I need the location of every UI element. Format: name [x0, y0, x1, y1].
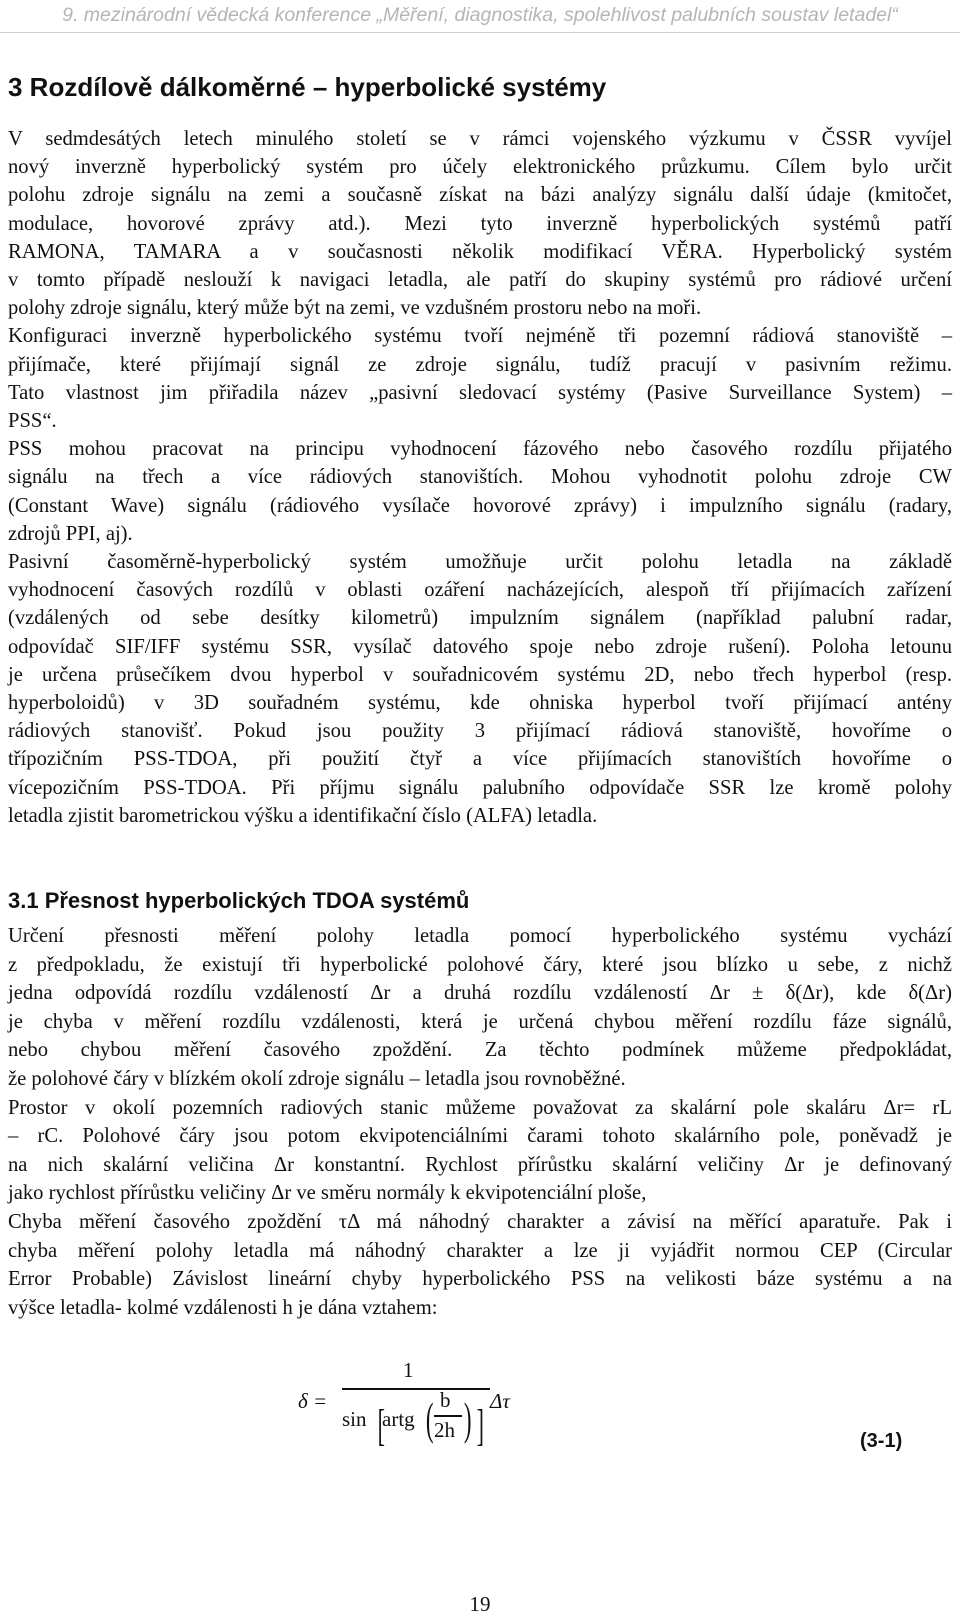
text-line: Error Probable) Závislost lineární chyby hyperbolického PSS na velikosti báze systému a na — [8, 1268, 952, 1291]
text-line: (vzdálených od sebe desítky kilometrů) impulzním signálem (například palubní radar, — [8, 607, 952, 630]
text-line: chyba měření polohy letadla má náhodný charakter a lze ji vyjádřit normou CEP (Circular — [8, 1239, 952, 1262]
eq-inner-fraction-line — [434, 1415, 462, 1417]
text-line: Určení přesnosti měření polohy letadla pomocí hyperbolického systému vychází — [8, 925, 952, 947]
section-heading: 3 Rozdílově dálkoměrné – hyperbolické systémy — [8, 72, 607, 102]
text-line: Prostor v okolí pozemních radiových stanic můžeme považovat za skalární pole skaláru Δr= rL — [8, 1096, 952, 1119]
eq-2h: 2h — [434, 1418, 455, 1442]
text-line: – rC. Polohové čáry jsou potom ekvipotenciálními čarami tohoto skalárního pole, poněvadž je — [8, 1125, 952, 1148]
text-line: PSS mohou pracovat na principu vyhodnocení fázového nebo časového rozdílu přijatého — [8, 438, 952, 461]
text-line: signálu na třech a více rádiových stanovištích. Mohou vyhodnotit polohu zdroje CW — [8, 466, 952, 489]
text-line: je chyba v měření rozdílu vzdálenosti, která je určená chybou měření rozdílu fáze signálů, — [8, 1010, 952, 1033]
page-number: 19 — [469, 1592, 491, 1616]
text-line: rádiových stanovišť. Pokud jsou použity 3 přijímací rádiová stanoviště, hovoříme o — [8, 720, 952, 743]
eq-b: b — [440, 1388, 451, 1412]
text-line: modulace, hovorové zprávy atd.). Mezi tyto inverzně hyperbolických systémů patří — [8, 212, 952, 235]
text-line: V sedmdesátých letech minulého století se v rámci vojenského výzkumu v ČSSR vyvíjel — [8, 128, 952, 150]
subsection-heading: 3.1 Přesnost hyperbolických TDOA systémů — [8, 888, 470, 913]
text-line: přijímače, které přijímají signál ze zdroje signálu, tudíž pracují v pasivním režimu. — [8, 353, 952, 376]
text-line: že polohové čáry v blízkém okolí zdroje signálu – letadla jsou rovnoběžné. — [8, 1068, 626, 1090]
text-line: Chyba měření časového zpoždění τΔ má náhodný charakter a závisí na měřící aparatuře. Pak i — [8, 1211, 952, 1233]
text-line: na nich skalární veličina Δr konstantní. Rychlost přírůstku skalární veličiny Δr je definovaný — [8, 1153, 952, 1176]
text-line: třípozičním PSS-TDOA, při použití čtyř a více přijímacích stanovištích hovoříme o — [8, 748, 952, 771]
text-line: nový inverzně hyperbolický systém pro účely elektronického průzkumu. Cílem bylo určit — [8, 156, 952, 179]
text-line: hyperboloidů) v 3D souřadném systému, kde ohniska hyperbol tvoří přijímací antény — [8, 692, 952, 714]
text-line: Tato vlastnost jim přiřadila název „pasivní sledovací systémy (Pasive Surveillance System) – — [8, 381, 952, 404]
text-line: Pasivní časoměrně-hyperbolický systém umožňuje určit polohu letadla na základě — [8, 551, 952, 573]
text-line: odpovídač SIF/IFF systému SSR, vysílač datového spoje nebo zdroje rušení). Poloha letounu — [8, 635, 952, 658]
text-line: (Constant Wave) signálu (rádiového vysílače hovorové zprávy) i impulzního signálu (radary, — [8, 494, 952, 517]
text-line: v tomto případě neslouží k navigaci letadla, ale patří do skupiny systémů pro rádiové určení — [8, 269, 952, 291]
eq-sin: sin — [342, 1407, 367, 1431]
text-line: výšce letadla- kolmé vzdálenosti h je dána vztahem: — [8, 1296, 438, 1319]
eq-delta-tau: Δτ — [490, 1389, 510, 1413]
eq-artg: artg — [382, 1407, 415, 1431]
eq-fraction-line — [342, 1388, 490, 1390]
text-line: polohy zdroje signálu, který může být na zemi, ve vzdušném prostoru nebo na moři. — [8, 297, 702, 320]
text-line: vícepozičním PSS-TDOA. Při příjmu signálu palubního odpovídače SSR lze kromě polohy — [8, 776, 952, 799]
eq-paren-left: ( — [425, 1393, 434, 1444]
text-line: zdrojů PPI, aj). — [8, 522, 133, 545]
text-line: z předpokladu, že existují tři hyperbolické polohové čáry, které jsou blízko u sebe, z nichž — [8, 953, 952, 976]
eq-numerator: 1 — [403, 1358, 414, 1382]
eq-bracket-right: ] — [476, 1401, 484, 1450]
eq-lhs: δ = — [298, 1389, 328, 1413]
text-line: nebo chybou měření časového zpoždění. Za těchto podmínek můžeme předpokládat, — [8, 1039, 952, 1062]
eq-paren-right: ) — [463, 1393, 472, 1444]
text-line: polohu zdroje signálu na zemi a současně získat na bázi analýzy signálu další údaje (kmitočet, — [8, 184, 952, 207]
text-line: jako rychlost přírůstku veličiny Δr ve směru normály k ekvipotenciální ploše, — [8, 1182, 647, 1205]
equation-label: (3-1) — [860, 1430, 903, 1452]
text-line: RAMONA, TAMARA a v současnosti několik modifikací VĚRA. Hyperbolický systém — [8, 240, 952, 263]
text-line: je určena průsečíkem dvou hyperbol v souřadnicovém systému 2D, nebo třech hyperbol (resp. — [8, 663, 952, 686]
text-line: Konfiguraci inverzně hyperbolického systému tvoří nejméně tři pozemní rádiová stanoviště – — [8, 325, 952, 348]
running-header: 9. mezinárodní vědecká konference „Měření, diagnostika, spolehlivost palubních soustav letadel“ — [0, 4, 960, 33]
equation-3-1 — [290, 1358, 550, 1478]
text-line: letadla zjistit barometrickou výšku a identifikační číslo (ALFA) letadla. — [8, 804, 598, 827]
text-line: PSS“. — [8, 410, 57, 432]
text-line: vyhodnocení časových rozdílů v oblasti ozáření nacházejících, alespoň tří přijímacích zařízení — [8, 579, 952, 602]
eq-bracket-left: [ — [377, 1401, 385, 1450]
text-line: jedna odpovídá rozdílu vzdáleností Δr a druhá rozdílu vzdáleností Δr ± δ(Δr), kde δ(Δr) — [8, 982, 952, 1005]
